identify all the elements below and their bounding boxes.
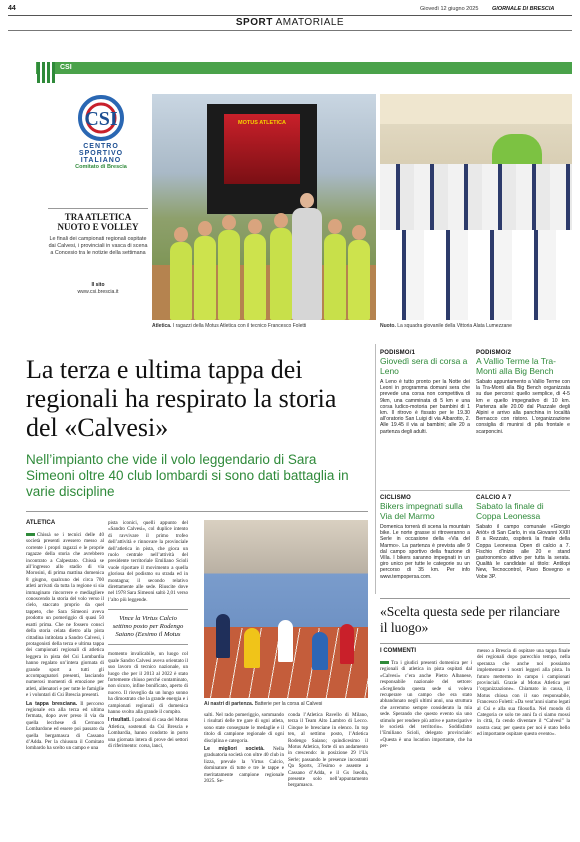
article-col-2 [108, 520, 188, 836]
runner-figure [312, 632, 328, 670]
side-title: «Scelta questa sede per rilanciare il luogo» [380, 604, 560, 635]
briefs-rule-left [375, 344, 376, 594]
col1-text: Chissà se i tecnici delle 40 società presenti avessero messo al corrente i propri ragazzi e le proprie ragazze della storia che avrebbero incontrato a Calpestato. Chissà se all’ingresso allo stadio di via Morosini, di prima mattina domenica 8 giugno, qualcuno dei circa 700 atleti arrivati da tutta la regione si sia immaginato rincorrere e mediagliere conoscendo la storia del volo verso il cielo, staccato proprio da quel tappeto, che Sara Simeoni aveva prodotto un pomeriggio di quasi 50 esatti prima. Che ne fossero consci della storia celata dietro alla pista cittadina intitolata a Sandro Calvesi, i protagonisti della terza e ultima tappa dei campionati regionali di atletica leggera in pista del Csi Lombardia hanno regalato un’intera giornata di grande sport a tutti gli accompagnatori presenti, lasciando numerosi momenti di emozione per atleti, allenatori e per tutte le famiglie e i volontari di Csi Brescia presenti. [26, 532, 104, 699]
csi-logo-icon [71, 95, 131, 141]
brief-body: A Leno è tutto pronto per la Notte dei Leoni in programma domani sera che prevede una corsa non competitiva di 9km, una camminata di 5 km e una corsa ludico-motoria per bambini di 1 km. Il ritrovo è fissato per le 19.30 all’oratorio San Luigi di via Albarotto, 2. Alle 19.45 il via ai bambini; alle 20 a partenza degli adulti. [380, 379, 470, 435]
promo-site-label: Il sito [91, 282, 105, 288]
athlete-figure [348, 240, 370, 320]
swimmers-front [380, 230, 572, 320]
section-title [0, 17, 580, 28]
side-rule-mid [380, 643, 570, 644]
promo-body: Le finali dei campionati regionali ospitate dai Calvesi, i provinciali in vasca di scena a Concesio tra le notizie della settimana [48, 236, 148, 256]
athlete-head [222, 215, 236, 230]
promo-title-1: TRA ATLETICA [64, 212, 132, 222]
brief-head: A Vallio Terme la Tra-Monti alla Big Bench [476, 356, 556, 376]
athlete-head [248, 219, 262, 234]
side-kicker: I COMMENTI [380, 648, 416, 654]
athlete-head [328, 219, 342, 234]
photo1-caption-bold: Atletica. [152, 323, 172, 329]
col3-text: salti. Nel rado pomeriggio, sommando i risultati delle tre gare di ogni atleta, sono state consegnate le medaglie e il titolo di campione regionale di ogni disciplina e categoria. [204, 712, 284, 744]
main-subtitle: Nell’impianto che vide il volo leggendario di Sara Simeoni oltre 40 club lombardi si sono dati battaglia in varie discipline [26, 452, 349, 499]
lead-marker [26, 533, 35, 536]
pull-quote: Vince la Virtus Calcio settimo posto per Rodengo Saiano (Eesimo il Motus [108, 609, 188, 645]
col3b-bold: Le migliori società. [204, 746, 265, 753]
runner-figure [340, 624, 354, 664]
header-rule [8, 15, 572, 16]
side-col2-text: messo a Brescia di ospitare una tappa finale dei regionali dopo parecchio tempo, nella speranza che anche noi possiamo implementare i nostri leggeri alla pista. In futuro mettermo in campo i campionati provinciali. Grazie al Motus Atletica per l’organizzazione». Chiamato in causa, il Motus chiosa con il suo responsabile, Francesco Foletti: «Da vent’anni siamo legati al Csi e alla sua filosofia. Nel mondo di Categoria ce solo tre anni fa ci siamo mossi in città, fa cendo diventare il “Calvesi” la nostra casa; per questo per noi è stato bello ed importante ospitare questo evento». [477, 648, 570, 738]
col2b-text: momento invalicabile, un luogo col quale Sandro Calvesi aveva orientato il suo lavoro di tecnico nazionale, un luogo che per il 2013 al 2022 è stato fortemente chiuso perché contaminato, non sicuro, infine bonificato, aperto di nuovo. Il risveglio da un lungo sonno ha dimostrato che la grande energia e i campionati regionali di domenica hanno svolto alla grande il compito. [108, 651, 188, 715]
logo-line-3: ITALIANO [80, 157, 122, 164]
promo-site-url[interactable]: www.csi.brescia.it [77, 289, 119, 295]
brief-label: PODISMO/1 [380, 350, 416, 356]
csi-logo-letters: CSI [84, 108, 118, 130]
runner-figure [216, 614, 230, 658]
athlete-head [352, 225, 366, 240]
csi-tab-stripes [37, 62, 55, 83]
article-col-4 [288, 712, 368, 836]
athlete-head [174, 227, 188, 242]
headline-rule [26, 511, 368, 512]
photo3-caption-bold: Ai nastri di partenza. [204, 701, 254, 707]
csi-tab-bar [36, 62, 572, 74]
brief-body: Domenica torrerà di scena la mountain bike. Le norte grasse si ritroveranno a Serle in occasione della «Via del Marmo». La partenza è prevista alle 9 dal campo sportivo della frazione di Villa. I bikers saranno impegnati in un giro unico per tutte le categorie su un percorso di 35 km. Per info www.tempopersa.com. [380, 524, 470, 580]
photo3-caption-text: Batterie per la corsa al Calvesi [254, 701, 323, 707]
briefs-mid-rule [380, 490, 570, 491]
col4-text: conda l’Atletica Ravello di Milano, terza il Team Alto Lambro di Lecco. Cinque le bresciane in elenco. In top ten, al settimo posto, l’Atletica Rodengo Saiano; quindicesimo il Motus Atletica, forte di un andamento in crescendo: in posizione 29 l’Us Serle; passando le presenze incostanti Qa Sports, 37esimo e assente a Cassano d’Adda, e il Gs Iseolla, presente solo nell’appuntamento bergamasco. [288, 712, 368, 789]
col3b-text: Nella graduatoria società con oltre 40 club in lizza, prevale la Virtus Calcio, dominatore di tutte e tre le tappe e meritatamente campione regionale 2025. Se- [204, 746, 284, 785]
col2c-bold: I risultati. [108, 717, 131, 724]
section-name: SPORT [235, 17, 273, 28]
athlete-head [198, 221, 212, 236]
col2c-text: I padroni di casa del Motus Atletica, sostenuti da Csi Brescia e Lombardia, hanno condotto in porto una giornata intera di prove dei settori di riferimento: corsa, lanci, [108, 717, 188, 749]
section-rule [8, 30, 572, 31]
brief-label: PODISMO/2 [476, 350, 512, 356]
logo-line-1: CENTRO [83, 143, 119, 150]
col1b-text: Il percorso regionale era alla terza ed ultima fermata, dopo aver preso il via da quella lecchese di Cernusco Lombardone ed essere poi passato da quella bergamasca di Cassano d’Adda. Per la chiusura il Comitato lombardo ha scelto un campo e una [26, 700, 104, 752]
paper-name: GIORNALE DI BRESCIA [492, 6, 555, 12]
photo2-caption-bold: Nuoto. [380, 323, 396, 329]
swimmers-back [380, 164, 572, 234]
col1b-para [26, 701, 104, 752]
runner-figure [278, 620, 293, 662]
csi-logo [66, 95, 136, 185]
main-kicker: ATLETICA [26, 520, 56, 526]
logo-line-4: Comitato di Brescia [75, 164, 127, 170]
lead-marker [380, 661, 389, 664]
brief-label: CICLISMO [380, 495, 411, 501]
photo-partenza [204, 520, 368, 698]
athlete-figure [244, 234, 266, 320]
athlete-figure [218, 230, 240, 320]
brief-calcio [476, 495, 570, 596]
athlete-figure [170, 242, 192, 320]
athlete-figure [324, 234, 346, 320]
article-col-1 [26, 532, 104, 836]
col1b-bold: La tappa bresciana. [26, 700, 78, 707]
promo-rule-top [48, 208, 148, 209]
brief-head: Giovedì sera di corsa a Leno [380, 356, 468, 376]
brief-body: Sabato appuntamento a Vallio Terme con la Tra-Monti alla Big Bench organizzata su due percorsi: quello semplice, di 4-5 km e quello impegnativo di 10 km. Partenza alle 20.00 dal Piazzale degli Alpini e arrivo alla panchina in località Bernacco con ristoro. L’organizzazione consiglia di munirsi di pila frontale e scarponcini. [476, 379, 570, 435]
main-title: La terza e ultima tappa dei regionali ha respirato la storia del «Calvesi» [26, 355, 337, 442]
side-rule-top [380, 598, 570, 599]
col3b-para [204, 746, 284, 784]
banner-text: MOTUS ATLETICA [238, 120, 286, 126]
photo2-caption-text: La squadra giovanile della Vittoria Alata Lumezzane [397, 323, 512, 329]
brief-podismo-2 [476, 350, 570, 465]
photo2-caption [380, 323, 572, 329]
athlete-head [274, 213, 288, 228]
athlete-figure [270, 228, 292, 320]
csi-tab: CSI [60, 64, 72, 71]
runner-figure [244, 628, 260, 668]
brief-ciclismo [380, 495, 470, 596]
brief-head: Sabato la finale di Coppa Leonessa [476, 501, 544, 521]
pool-roof [380, 94, 572, 124]
col1-para [26, 532, 104, 699]
brief-label: CALCIO A 7 [476, 495, 512, 501]
photo1-caption-text: I ragazzi della Motus Atletica con il tecnico Francesco Foletti [172, 323, 307, 329]
brief-head: Bikers impegnati sulla Via del Marmo [380, 501, 463, 521]
banner [224, 114, 300, 184]
athlete-figure [194, 236, 216, 320]
side-col-1 [380, 660, 472, 836]
article-col-3 [204, 712, 284, 836]
coach-head [300, 193, 314, 208]
side-col1-para [380, 660, 472, 750]
photo-nuoto [380, 94, 572, 320]
logo-line-2: SPORTIVO [78, 150, 124, 157]
col2-text: pista iconici, quelli appunto del «Sandro Calvesi», col duplice intento di ravvivare il primo trofeo dell’attività e rinnovare la provinciale dell’atletica in pista, che gioca un ruolo centrale nell’attività del presidente territoriale Emiliano Scioli vuole riportare il movimento a quella gloriosa del podismo su strada ed in montagna; il secondo relativo direttamente alle sede. Riuscite dove nel 1978 Sara Simeoni saltò 2,01 verso l’alto più leggende. [108, 520, 188, 603]
coach-figure [292, 208, 322, 320]
photo3-caption [204, 701, 368, 707]
photo1-caption [152, 323, 376, 329]
side-col1-text: Tra i giudici presenti domenica per i regionali di atletica in pista ospitati dal «Calvesi» c’era anche Pietro Albanese, responsabile nazionale del settore: «Scegliendo questa sede si voleva recuperare un campo che era stato abbandonato negli ultimi anni, una struttura che avremmo sempre considerato la mia sede. Sperando che questo evento sia uno stimolo per rendere più attive e partecipative le società del territorio». Soddisfatto l’Emiliano Scioli, delegato provinciale: «Questa è una location importante, che ha per- [380, 660, 472, 750]
section-sub: AMATORIALE [275, 17, 345, 28]
col2c-para [108, 717, 188, 749]
brief-podismo-1 [380, 350, 470, 471]
header-date: Giovedì 12 giugno 2025 [420, 6, 479, 12]
photo-atletica [152, 94, 376, 320]
page-number: 44 [8, 5, 16, 12]
promo-title-2: NUOTO E VOLLEY [57, 222, 139, 232]
side-col-2 [477, 648, 570, 836]
brief-body: Sabato il campo comunale «Giorgio Ariòt» di San Carlo, in via Giovanni XXIII 8 a Rezzato, ospiterà la finale della Coppa Leonessa Open di calcio a 7. Fischio d’inizio alle 20 e stand gastronomico attivo per tutta la serata. Qualità le candidate al titolo: Antilopi New, Tecnocontrol, Pavo Bovegno e Vobe 3P. [476, 524, 570, 580]
